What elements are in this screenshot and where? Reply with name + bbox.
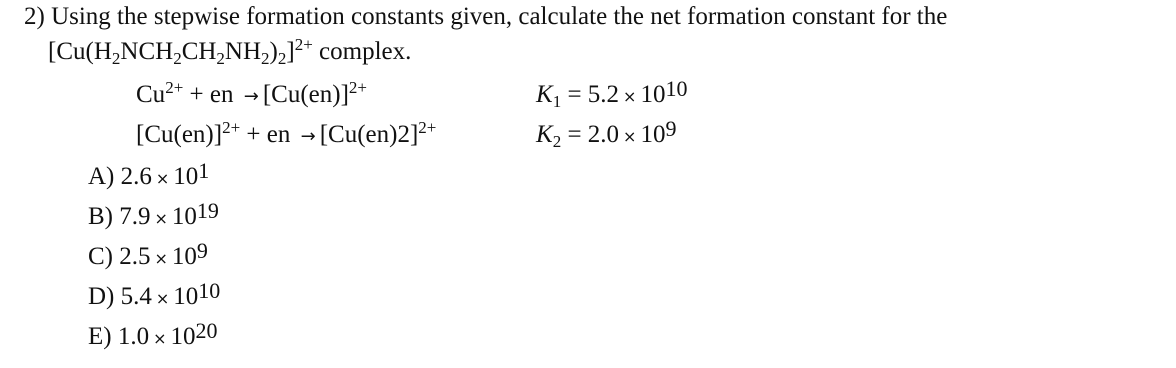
option-base: 10 [173, 163, 199, 190]
option-exponent: 9 [196, 238, 208, 263]
formula-subscript: 2 [216, 49, 225, 68]
option-base: 10 [173, 283, 199, 310]
formula-subscript: 2 [277, 49, 287, 68]
option-label: E) 1.0 [88, 323, 150, 350]
k-symbol: K [536, 121, 553, 148]
option-base: 10 [171, 243, 197, 270]
option-exponent: 10 [198, 278, 221, 303]
reactant: [Cu(en)] [136, 121, 223, 148]
option-label: B) 7.9 [88, 203, 151, 230]
option-label: D) 5.4 [88, 283, 152, 310]
formula-part: NH [224, 38, 262, 65]
answer-option-b[interactable] [88, 198, 219, 234]
formula-part: [Cu(H [48, 38, 112, 65]
option-exponent: 1 [198, 158, 210, 183]
option-label: C) 2.5 [88, 243, 151, 270]
reaction-arrow-icon: → [300, 126, 316, 147]
option-exponent: 19 [196, 198, 219, 223]
k-symbol: K [536, 81, 553, 108]
formula-part: ] [286, 38, 295, 65]
k-exponent: 10 [665, 76, 688, 101]
k-value: = 5.2 [561, 81, 620, 108]
times-icon: × [623, 127, 637, 146]
reaction-arrow-icon: → [243, 86, 259, 107]
k-base: 10 [640, 121, 666, 148]
formation-constant-2 [536, 116, 677, 152]
formation-constant-1 [536, 76, 688, 112]
answer-option-c[interactable] [88, 238, 208, 274]
answer-option-a[interactable] [88, 158, 210, 194]
reaction-2 [136, 120, 436, 152]
option-base: 10 [171, 203, 197, 230]
product: [Cu(en)] [262, 81, 349, 108]
reaction-1 [136, 80, 367, 112]
product: [Cu(en)2] [319, 121, 419, 148]
complex-formula [48, 37, 411, 67]
option-label: A) 2.6 [88, 163, 152, 190]
product-charge: 2+ [418, 118, 437, 137]
plus-en: + en [183, 81, 240, 108]
reactant: Cu [136, 81, 166, 108]
answer-option-e[interactable] [88, 318, 218, 354]
times-icon: × [153, 329, 167, 348]
product-charge: 2+ [348, 78, 367, 97]
k-base: 10 [640, 81, 666, 108]
option-base: 10 [170, 323, 196, 350]
k-value: = 2.0 [561, 121, 620, 148]
formula-subscript: 2 [261, 49, 270, 68]
formula-part: complex. [312, 38, 412, 65]
question-text [24, 2, 947, 32]
formula-subscript: 2 [173, 49, 182, 68]
answer-option-d[interactable] [88, 278, 221, 314]
times-icon: × [155, 169, 170, 188]
k-exponent: 9 [665, 116, 677, 141]
times-icon: × [155, 289, 170, 308]
formula-charge: 2+ [294, 35, 313, 54]
reactant-charge: 2+ [165, 78, 184, 97]
question-line-1: 2) Using the stepwise formation constants given, calculate the net formation constant for the [24, 3, 948, 30]
k-subscript: 1 [552, 92, 562, 111]
formula-subscript: 2 [111, 49, 121, 68]
times-icon: × [154, 209, 168, 228]
formula-part: CH [181, 38, 217, 65]
reactant-charge: 2+ [222, 118, 241, 137]
option-exponent: 20 [195, 318, 218, 343]
plus-en: + en [240, 121, 297, 148]
formula-part: ) [269, 38, 278, 65]
k-subscript: 2 [552, 132, 562, 151]
formula-part: NCH [120, 38, 174, 65]
times-icon: × [154, 249, 168, 268]
times-icon: × [623, 87, 637, 106]
